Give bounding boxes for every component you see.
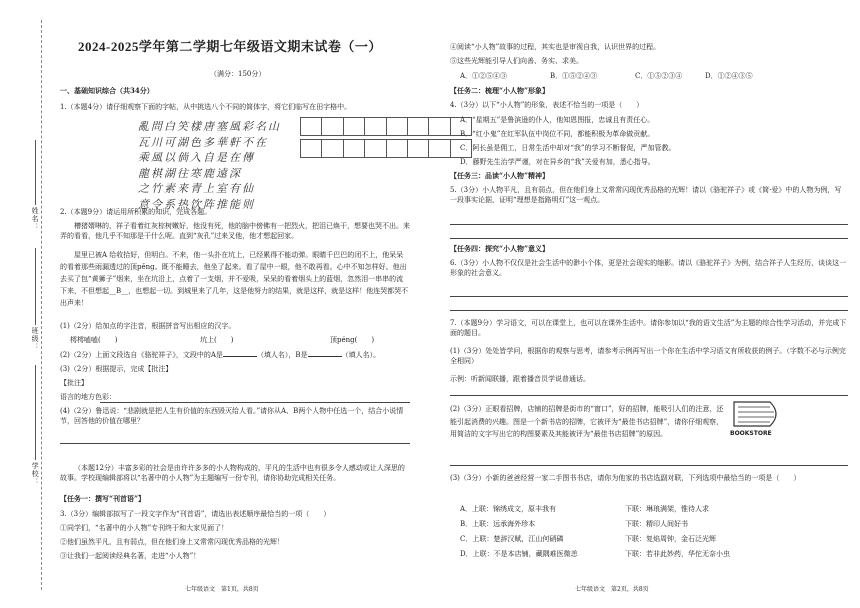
name-label: 姓名：: [31, 207, 40, 231]
option-item: ①同学们，“名著中的小人物”专刊终于和大家见面了！: [60, 524, 229, 532]
question-4: 4.（3分）以下“小人物”的形象，表述不恰当的一项是（ ）: [450, 101, 644, 109]
book-icon: [730, 398, 788, 432]
page-left: [60, 0, 412, 608]
calligraphy-sample: [138, 119, 312, 212]
choice-a[interactable]: A．“星期五”是鲁滨逊的仆人，他知恩图报，忠诚且有责任心。: [460, 116, 655, 124]
option-item: ③让我们一起阅读经典名著，走进“小人物”！: [60, 552, 201, 560]
school-line: [35, 365, 36, 460]
class-line: [35, 248, 36, 328]
calligraphy-row: 乘風以倘入自是在傳: [138, 151, 255, 164]
question-2-1: (1)（2分）给加点的字注音，根据拼音写出相应的汉字。: [60, 322, 236, 330]
section-heading: 一、基础知识综合（共34分）: [60, 86, 154, 95]
answer-blank-b[interactable]: [308, 356, 342, 357]
score-label: （满分：150分）: [210, 70, 266, 78]
task-2-heading: 【任务二：梳理“小人物”形象】: [450, 86, 550, 95]
question-2: 2.（本题9分）请运用所积累的知识，完成各题。: [60, 208, 212, 216]
choice-d[interactable]: D．藤野先生治学严谨，对在异乡的“我”关爱有加，悉心指导。: [460, 158, 655, 166]
choice-c[interactable]: C．阿长虽是佣工，日常生活中却对“我”的学习不断督促，严加管教。: [460, 144, 676, 152]
answer-line[interactable]: [450, 395, 848, 396]
name-line: [35, 140, 36, 210]
binding-dashed-line: [41, 20, 42, 590]
annotation-heading: 【批注】: [60, 379, 88, 387]
choice-c[interactable]: C．①⑤②③④: [635, 72, 683, 80]
question-1: 1.（本题4分）请仔细观察下面的字帖，从中挑选八个不同的简体字，将它们临写在田字格中。: [60, 103, 352, 111]
question-6: 6.（3分）小人物不仅仅是社会生活中的渺小个体，更是社会现实的缩影。请以《骆驼祥子》为例，结合祥子人生经历，谈谈这一形象的社会意义。: [450, 259, 847, 278]
answer-line[interactable]: [450, 224, 848, 225]
choice-c-lower: 下联：复焰周钟，金石泛光辉: [625, 535, 716, 543]
question-3: 3.（3分）编辑部拟写了一段文字作为“刊首语”，请选出表述顺序最恰当的一项（ ）: [60, 510, 331, 518]
question-2-2: [60, 350, 380, 360]
task-1-heading: 【任务一：撰写“刊首语”】: [60, 494, 146, 503]
choice-d-lower: 下联：若非此妙药，华佗无奈小虫: [625, 550, 730, 558]
answer-line[interactable]: [450, 296, 848, 297]
question-7: 7.（本题9分）学习语文，可以在课堂上，也可以在课外生活中。请你参加以“我的语文生活”为主题的综合性学习活动，并完成下面的题目。: [450, 319, 847, 338]
pinyin-item[interactable]: 樗樗嗑嗑( ): [70, 336, 118, 344]
passage-paragraph-1: 槽猪婿啉的，祥子看着红灰棕树嫩好，他没有死，他的脑中傍佛有一把烈火，把泪已焕干，想要也哭不出。来弄的看看，他几乎不知那是干什么呢。直到“灰孔”过来叉他，他才想起回家。: [60, 222, 410, 241]
annotation-prompt: 语言的地方色彩：: [60, 393, 116, 401]
writing-grid[interactable]: [300, 117, 472, 161]
answer-line[interactable]: [450, 310, 848, 311]
choice-d-upper[interactable]: D．上联：不是本店铺，藏隅难医微恙: [460, 550, 578, 558]
question-7-2: (2)（3分）正眼看招牌，店铺的招牌是街市的“窗口”，好的招牌，能吸引人们的注意，还能引起消费的兴趣。图是一个新书店的招牌，它被评为“最佳书店招牌”，请你仔细观察，用简洁的文字写出它的构图要素及其能被评为“最佳书店招牌”的原因。: [450, 405, 724, 439]
choice-b[interactable]: B．“红小鬼”在红军队伍中岗位不同，都能积极为革命做贡献。: [460, 130, 655, 138]
question-5: 5.（3分）小人物平凡，且有弱点，但在他们身上又常常闪现优秀品格的光辉！请以《骆驼祥子》或《简·爱》中的人物为例，写一段事实论据，证明“理想是指路明灯”这一观点。: [450, 186, 842, 205]
class-label: 班级：: [31, 327, 40, 351]
task-3-heading: 【任务三：品读“小人物”精神】: [450, 171, 550, 180]
calligraphy-row: 意令系热饮阵推能则: [138, 197, 255, 211]
choice-a-lower: 下联：琳琅满架，惟待人求: [625, 505, 709, 513]
option-item: ④阅读“小人物”故事的过程，其实也是审视自我，认识世界的过程。: [450, 43, 661, 51]
answer-line[interactable]: [100, 402, 410, 403]
page-right: [450, 0, 850, 608]
choice-b-upper[interactable]: B．上联：远承海外珍本: [460, 520, 536, 528]
pinyin-item[interactable]: 顶péng( ): [330, 336, 375, 344]
bookstore-label: BOOKSTORE: [730, 430, 772, 437]
exam-title: 2024-2025学年第二学期七年级语文期末试卷（一）: [78, 39, 382, 54]
bookstore-sign-image: [730, 398, 788, 440]
choice-a-upper[interactable]: A．上联：锦绣成文，原丰我有: [460, 505, 557, 513]
answer-line[interactable]: [60, 443, 410, 444]
question-7-1: (1)（3分）处处皆学问，根据你的观察与思考，请参考示例再写出一个你在生活中学习语文有所收获的例子。（字数不必与示例完全相同）: [450, 347, 846, 366]
binding-margin: [0, 0, 58, 608]
q2-2-text-c: （填人名）。: [341, 351, 381, 359]
task-4-heading: 【任务四：探究“小人物”意义】: [450, 244, 550, 253]
answer-blank-a[interactable]: [223, 356, 257, 357]
q2-2-text: (2)（2分）上面文段选自《骆驼祥子》，文段中的A是: [60, 351, 223, 359]
question-2-4: (4)（2分）鲁迅说：“悲剧就是把人生有价值的东西毁灭给人看。”请你从A、B两个人物中任选一个，结合小说情节，回答他的价值在哪里？: [60, 407, 404, 426]
question-2-3: (3)（2分）根据提示，完成【批注】: [60, 365, 173, 373]
calligraphy-row: 之竹素来青上室有仙: [138, 182, 255, 195]
choice-a[interactable]: A．①②⑤④③: [460, 72, 508, 80]
question-7-3: (3)（3分）小新的爸爸经营一家二手图书书店，请你为他家的书店选副对联，下列选项中最恰当的一项是（ ）: [450, 474, 801, 482]
option-item: ②他们虽然平凡，且有弱点，但在他们身上又常常闪现优秀品格的光辉！: [60, 538, 284, 546]
calligraphy-row: 亂問白笑樣唐塞風彩名山: [138, 120, 281, 133]
choice-b-lower: 下联：精印人间好书: [625, 520, 688, 528]
answer-line[interactable]: [450, 465, 848, 466]
calligraphy-row: 瓦川可湖色多華軒不在: [138, 135, 268, 149]
passage-paragraph-2: 屋里已被A 给收拾好，但明白。不来，他一头扑在坑上，已经累得不能动弹。眼睛千巴巴的闭不上，他呆呆的看着那些雨漏透过的顶pěng。既不能睡去，他坐了起来。看了屋中一眼，他不敢再看。心中不知怎样好。他出去买了包“黄狮子”烟来，坐在坑沿上，点着了一支烟，并不爱吸，呆呆的看着烟头上的蓝烟，忽然泪一串串的流下来，不但想起__B__，也想起一切。到城里来了几年，这是他努力的结果，就是这样，就是这样！他连哭都哭不出声来！: [60, 251, 409, 307]
pinyin-item[interactable]: 坑上( ): [200, 336, 234, 344]
page-footer: 七年级语文 第1页，共8页: [185, 586, 259, 593]
calligraphy-row: 龍棋湖往寒鹿遠深: [138, 166, 242, 180]
intro-paragraph: （本题12分）丰富多彩的社会是由许许多多的小人物构成的，平凡的生活中也有很多令人感动或让人深思的故事。学校现编辑部将以“名著中的小人物”为主题编写一份专刊，请你协助完成相关任务。: [60, 464, 405, 483]
example-text: 示例：听新闻联播，跟着播音员学说普通话。: [450, 375, 590, 383]
page-footer: 七年级语文 第2页，共8页: [575, 586, 649, 593]
choice-b[interactable]: B．①⑤②④③: [550, 72, 598, 80]
option-item: ⑤这些光辉能引导人们向善、务实、求美。: [450, 57, 583, 65]
choice-d[interactable]: D．①②④③⑤: [705, 72, 753, 80]
school-label: 学校：: [31, 462, 40, 486]
q2-2-text-b: （填人名），B是: [256, 351, 308, 359]
answer-line[interactable]: [450, 238, 848, 239]
choice-c-upper[interactable]: C．上联：楚辞汉赋，江山何硝磷: [460, 535, 564, 543]
